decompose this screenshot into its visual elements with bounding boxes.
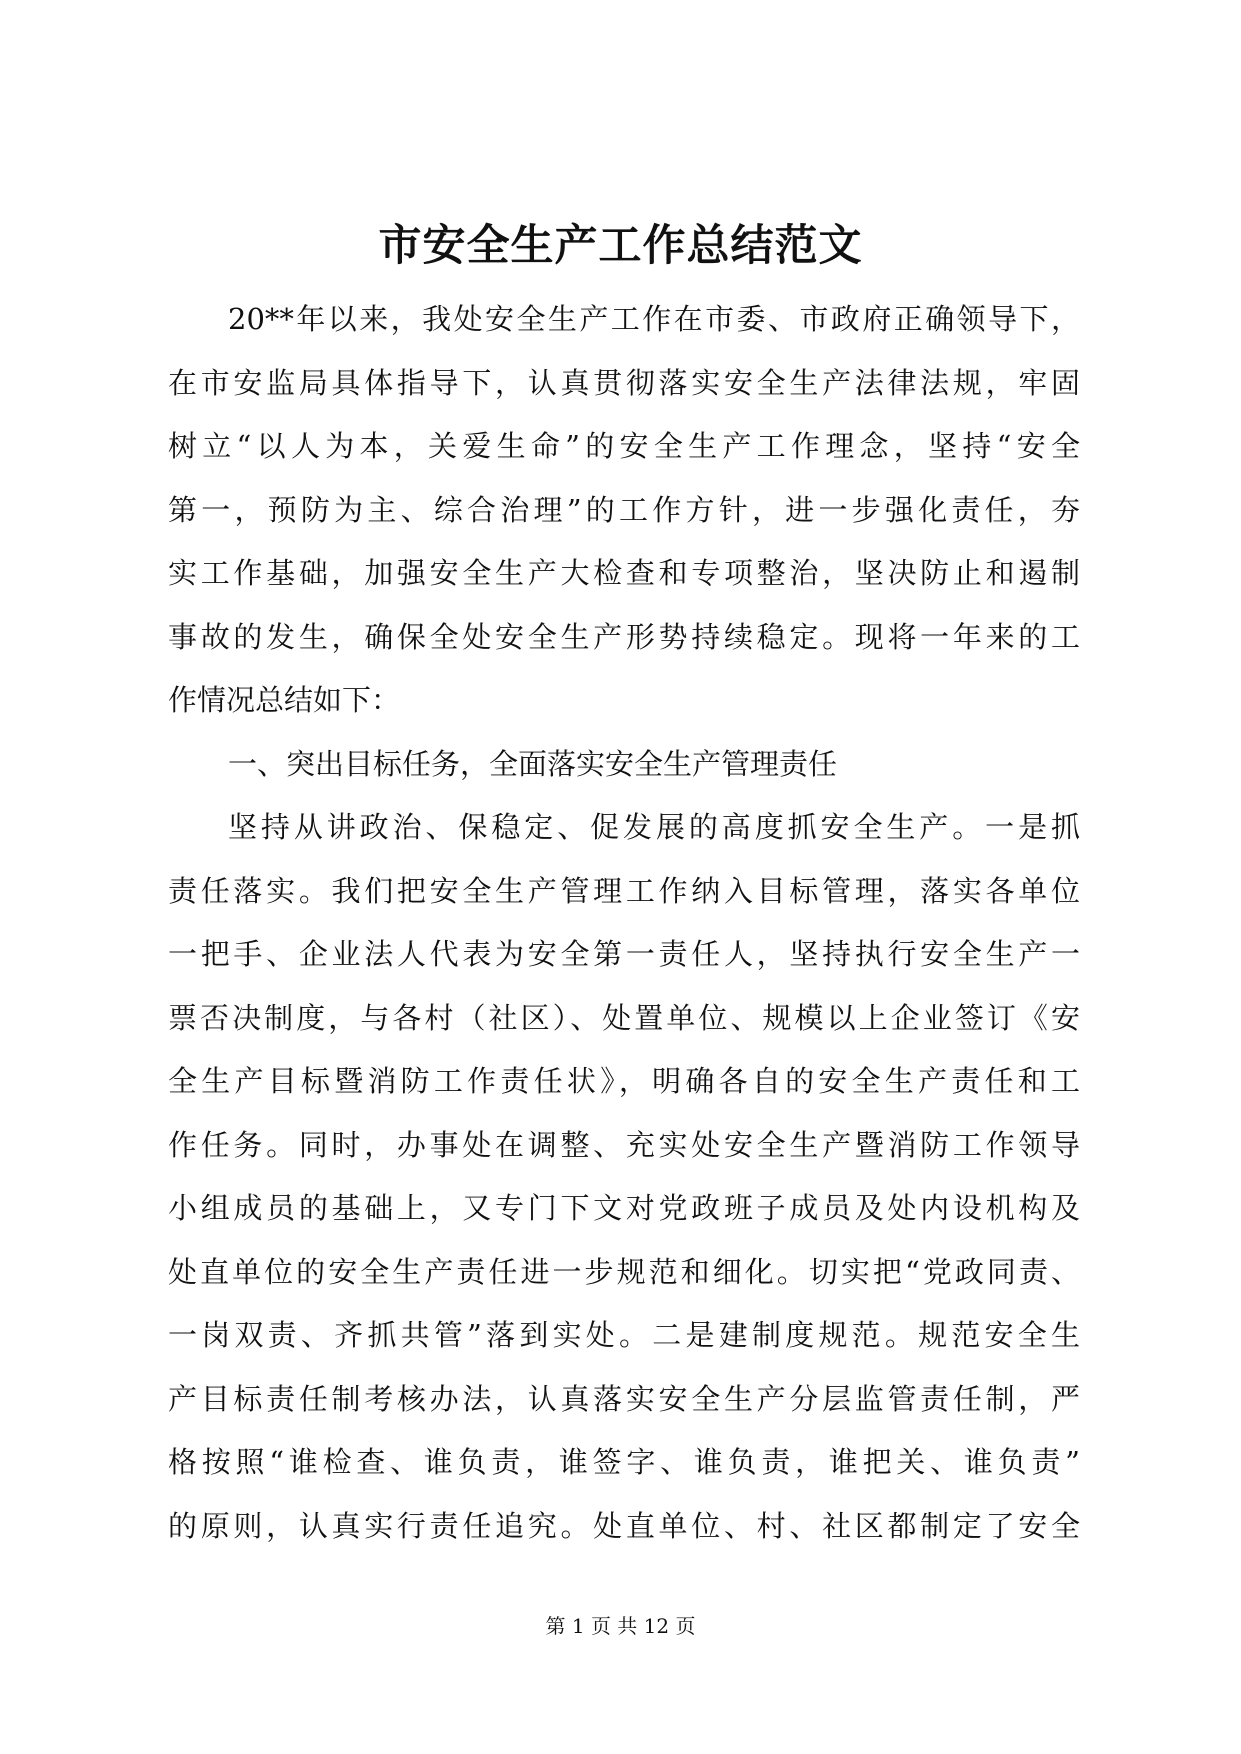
body-line: 处直单位的安全生产责任进一步规范和细化。切实把“党政同责、 <box>168 1254 1080 1289</box>
page-footer: 第 1 页 共 12 页 <box>545 1614 696 1638</box>
body-line: 票否决制度，与各村（社区）、处置单位、规模以上企业签订《安 <box>168 1000 1080 1035</box>
body-line: 责任落实。我们把安全生产管理工作纳入目标管理，落实各单位 <box>168 873 1080 908</box>
body-line: 实工作基础，加强安全生产大检查和专项整治，坚决防止和遏制 <box>168 556 1080 590</box>
document-title: 市安全生产工作总结范文 <box>378 221 863 271</box>
body-line: 的原则，认真实行责任追究。处直单位、村、社区都制定了安全 <box>168 1508 1080 1543</box>
body-line: 事故的发生，确保全处安全生产形势持续稳定。现将一年来的工 <box>168 619 1080 654</box>
body-line: 格按照“谁检查、谁负责，谁签字、谁负责，谁把关、谁负责” <box>168 1445 1080 1479</box>
body-line: 作任务。同时，办事处在调整、充实处安全生产暨消防工作领导 <box>168 1127 1080 1162</box>
body-line: 作情况总结如下： <box>168 683 401 717</box>
body-line: 产目标责任制考核办法，认真落实安全生产分层监管责任制，严 <box>168 1381 1080 1416</box>
body-line: 树立“以人为本，关爱生命”的安全生产工作理念，坚持“安全 <box>168 429 1080 463</box>
body-line: 全生产目标暨消防工作责任状》，明确各自的安全生产责任和工 <box>168 1064 1080 1098</box>
body-line: 第一，预防为主、综合治理”的工作方针，进一步强化责任，夯 <box>168 492 1080 527</box>
body-line: 一、突出目标任务，全面落实安全生产管理责任 <box>228 746 838 781</box>
body-line: 在市安监局具体指导下，认真贯彻落实安全生产法律法规，牢固 <box>168 365 1080 400</box>
document-body <box>168 288 1080 1558</box>
body-line: 一岗双责、齐抓共管”落到实处。二是建制度规范。规范安全生 <box>168 1318 1080 1352</box>
body-line: 坚持从讲政治、保稳定、促发展的高度抓安全生产。一是抓 <box>228 810 1080 844</box>
body-line: 20**年以来，我处安全生产工作在市委、市政府正确领导下， <box>228 302 1080 336</box>
body-line: 一把手、企业法人代表为安全第一责任人，坚持执行安全生产一 <box>168 937 1080 971</box>
body-line: 小组成员的基础上，又专门下文对党政班子成员及处内设机构及 <box>168 1191 1080 1225</box>
